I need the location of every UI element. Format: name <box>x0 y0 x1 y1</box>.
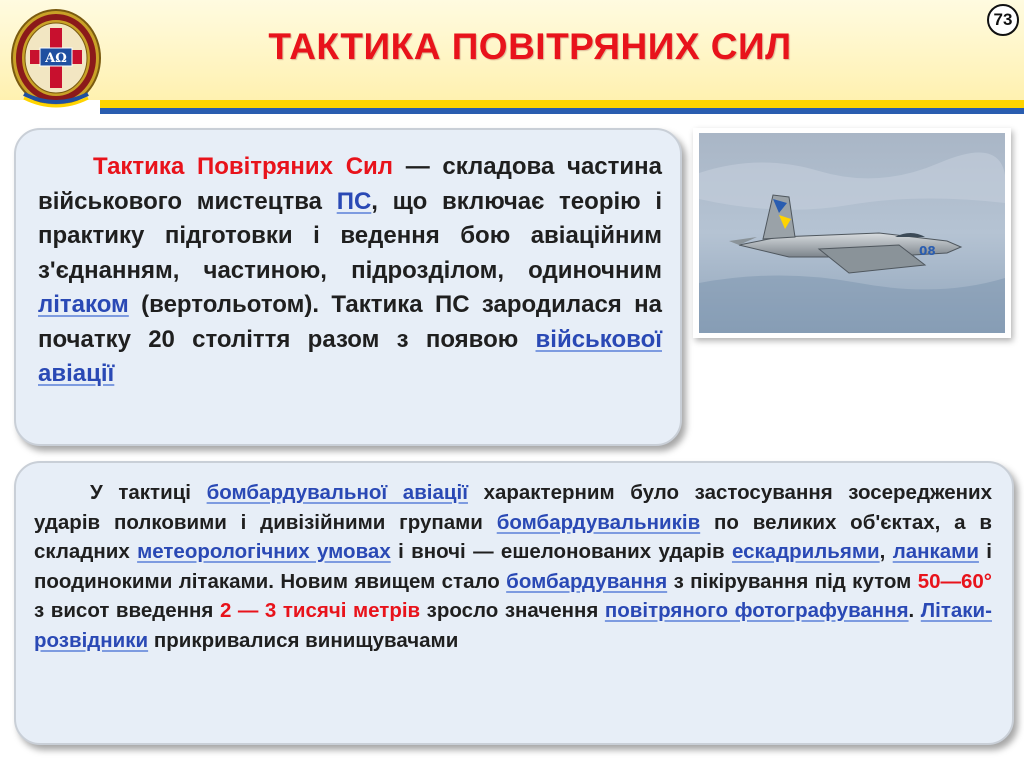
link-military-aviation[interactable]: військової авіації <box>38 325 662 387</box>
link-recon-aircraft[interactable]: Літаки-розвідники <box>34 599 992 652</box>
svg-text:ΑΩ: ΑΩ <box>45 51 67 66</box>
header-stripe-blue <box>100 108 1024 114</box>
bomber-tactics-text <box>34 478 992 655</box>
text-segment: і поодинокими літаками. Новим явищем стало <box>34 540 992 593</box>
link-squadrons[interactable]: ескадрильями <box>731 540 880 563</box>
link-bombers[interactable]: бомбардувальників <box>496 510 701 534</box>
header-stripe-yellow <box>100 100 1024 108</box>
angle-highlight: 50—60° <box>917 569 992 593</box>
link-ps[interactable]: ПС <box>336 187 372 215</box>
link-aerial-photography[interactable]: повітряного фотографування <box>604 599 909 622</box>
link-flights[interactable]: ланками <box>892 540 979 563</box>
text-segment: і вночі — ешелонованих ударів <box>390 540 732 563</box>
link-weather-conditions[interactable]: метеорологічних умовах <box>137 540 391 563</box>
text-segment: У тактиці <box>90 481 207 504</box>
text-segment: з висот введення <box>34 599 220 622</box>
page-title: ТАКТИКА ПОВІТРЯНИХ СИЛ <box>268 26 792 67</box>
text-segment: — складова частина військового мистецтва <box>38 153 662 215</box>
text-segment: з пікірування під кутом <box>667 569 918 593</box>
text-segment: , <box>879 540 893 563</box>
link-litak[interactable]: літаком <box>38 291 129 318</box>
link-bomber-aviation[interactable]: бомбардувальної авіації <box>206 481 468 504</box>
term-highlight: Тактика Повітряних Сил <box>93 153 394 180</box>
aircraft-photo <box>693 128 1011 338</box>
text-segment: . <box>908 599 921 622</box>
svg-text:08: 08 <box>919 244 936 258</box>
academy-emblem <box>8 6 104 110</box>
text-segment: по великих об'єктах, а в складних <box>34 510 993 563</box>
text-segment: прикривалися винищувачами <box>148 628 459 652</box>
altitude-highlight: 2 — 3 тисячі метрів <box>219 599 421 622</box>
text-segment: (вертольотом). Тактика ПС зародилася на початку 20 століття разом з появою <box>38 291 662 353</box>
text-segment: , що включає теорію і практику підготовки і ведення бою авіаційним з'єднанням, частиною, підрозділом, одиночним <box>38 187 662 284</box>
page-number-badge: 73 <box>987 4 1019 36</box>
text-segment: характерним було застосування зосереджених ударів полковими і дивізійними групами <box>34 481 993 534</box>
text-segment: зросло значення <box>420 599 605 622</box>
definition-text <box>38 150 662 392</box>
link-bombing[interactable]: бомбардування <box>506 569 668 593</box>
